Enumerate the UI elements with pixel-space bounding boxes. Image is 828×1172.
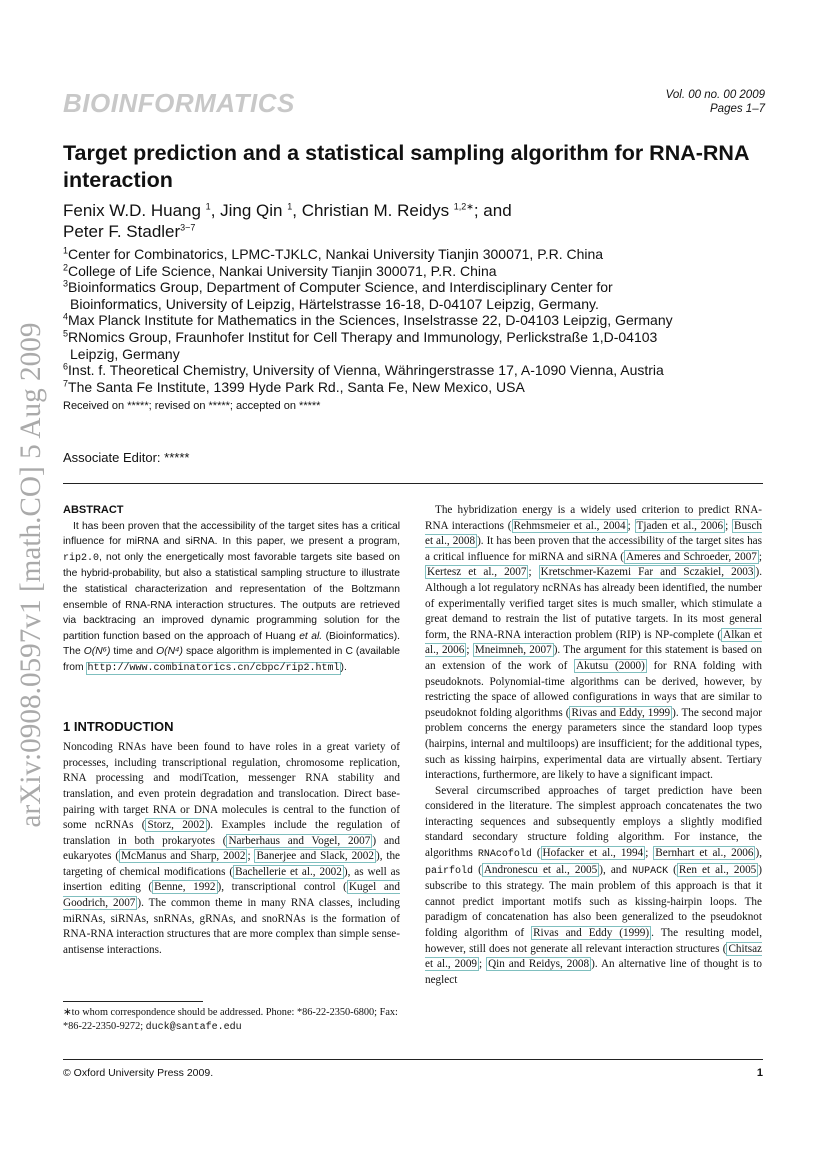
citation-link[interactable]: Benne, 1992 [154,881,216,894]
affiliation-line [63,279,763,296]
copyright-notice: © Oxford University Press 2009. [63,1067,214,1079]
associate-editor: Associate Editor: ***** [63,450,190,465]
body-text: ( [531,847,541,860]
affiliation-number: 4 [63,311,69,322]
abstract-text: time and [110,646,157,658]
body-text: ( [473,863,482,876]
citation-link[interactable]: Andronescu et al., 2005 [483,863,598,876]
body-text: ( [668,863,677,876]
affiliation-text: Bioinformatics Group, Department of Computer Science, and Interdisciplinary Center for [68,279,613,296]
citation-link[interactable]: Ren et al., 2005 [678,863,757,876]
affiliation-text: Bioinformatics, University of Leipzig, Härtelstrasse 16-18, D-04107 Leipzig, Germany. [70,295,599,312]
author-sep: ; and [473,201,512,220]
footnote-divider [63,1001,203,1002]
citation-link[interactable]: Alkan et al., 2006 [425,628,762,657]
body-text: ; [247,850,255,863]
abstract-text: It has been proven that the accessibility of the target sites has a critical influence for miRNA and siRNA. In this paper, we present a program, [63,520,400,548]
body-text: ; [466,644,473,657]
citation-link[interactable]: Rivas and Eddy, 1999 [571,706,671,719]
citation-link[interactable]: Hofacker et al., 1994 [542,847,644,860]
left-column [63,503,400,958]
volume-line: Vol. 00 no. 00 2009 [665,89,765,101]
citation-link[interactable]: Busch et al., 2008 [425,519,763,548]
abstract-text: , not only the energetically most favorable targets site based on the hybrid-probability, but also a statistical sampling structure to illustrate the statistical characterization and representation of the Boltzmann ensemble of RNA-RNA interaction structures. The outputs are retrieved via backtracing an improved dynamic programming solution for the partition function based on the approach of Huang [63,551,400,642]
author-name: Peter F. Stadler [63,222,181,241]
footnote-text: ∗to whom correspondence should be addressed. Phone: *86-22-2350-6800; Fax: *86-22-2350-9272; [63,1007,398,1032]
paper-title: Target prediction and a statistical sampling algorithm for RNA-RNA interaction [63,141,749,192]
right-column [425,503,762,988]
arxiv-stamp-text: arXiv:0908.0597v1 [math.CO] 5 Aug 2009 [14,320,47,828]
affiliation-text: Inst. f. Theoretical Chemistry, University of Vienna, Währingerstrasse 17, A-1090 Vienna, Austria [68,362,664,379]
affiliation-text: The Santa Fe Institute, 1399 Hyde Park Rd., Santa Fe, New Mexico, USA [68,378,525,395]
affiliation-text: College of Life Science, Nankai University Tianjin 300071, P.R. China [68,262,497,279]
citation-link[interactable]: McManus and Sharp, 2002 [121,850,246,863]
citation-link[interactable]: Akutsu (2000) [576,659,645,672]
body-text: ; [725,519,733,532]
citation-link[interactable]: Bernhart et al., 2006 [655,847,754,860]
author-affil-mark: 3−7 [180,222,196,233]
affiliation-text: Max Planck Institute for Mathematics in the Sciences, Inselstrasse 22, D-04103 Leipzig, Germany [68,312,673,329]
section-heading: 1 INTRODUCTION [63,718,174,734]
author-affil-mark: 1 [205,201,211,212]
author-affil-mark: 1,2∗ [453,201,474,212]
body-text: ). Examples include the regulation of translation in both prokaryotes ( [63,819,400,847]
author-name: Fenix W.D. Huang [63,201,206,220]
body-text: ). It has been proven that the accessibility of the target sites has a critical influence for miRNA and siRNA ( [425,535,763,563]
body-text: ). The common theme in many RNA classes, including miRNAs, siRNAs, snRNAs, gRNAs, and snoRNAs is the formation of RNA-RNA interaction structures that are more complex than simple sense-antisense interactions. [63,897,400,956]
affiliation-number: 3 [63,278,69,289]
abstract-body [63,519,400,677]
abstract-text: (Bioinformatics). The [63,630,400,658]
footer-divider [63,1059,763,1060]
citation-link[interactable]: Kugel and Goodrich, 2007 [63,881,400,910]
body-text: ), and [599,863,633,876]
affiliation-number: 7 [63,378,69,389]
body-text: ; [758,550,762,563]
affiliation-line [63,296,763,313]
correspondence-footnote [63,1006,403,1035]
arxiv-stamp [8,320,52,830]
body-text: ; [528,566,539,579]
affiliation-text: Center for Combinatorics, LPMC-TJKLC, Nankai University Tianjin 300071, P.R. China [68,246,604,262]
program-name: pairfold [425,865,474,877]
journal-name: BIOINFORMATICS [63,88,295,118]
body-text: ), the targeting of chemical modifications ( [63,850,401,878]
affiliation-list [63,246,763,395]
program-name: RNAcofold [477,849,532,861]
volume-info [666,88,765,116]
abstract-heading: ABSTRACT [63,504,124,516]
affiliation-number: 2 [63,261,69,272]
body-text: ). An alternative line of thought is to neglect [425,958,763,986]
complexity-formula: O(N⁶) [83,646,111,658]
affiliation-line [63,346,763,363]
body-paragraph [425,503,762,784]
body-text: The hybridization energy is a widely used criterion to predict RNA-RNA interactions ( [425,504,762,532]
body-text: Several circumscribed approaches of target prediction have been considered in the literature. The simplest approach concatenates the two interacting sequences and subsequently employs a slightly modified standard secondary structure folding algorithm. For instance, the algorithms [425,784,762,860]
citation-link[interactable]: Kertesz et al., 2007 [427,566,527,579]
citation-link[interactable]: Mneimneh, 2007 [474,644,552,657]
received-line: Received on *****; revised on *****; accepted on ***** [63,400,321,412]
citation-link[interactable]: Storz, 2002 [147,819,205,832]
affiliation-line [63,362,763,379]
affiliation-text: RNomics Group, Fraunhofer Institut for Cell Therapy and Immunology, Perlickstraße 1,D-04103 [68,328,658,345]
page-number: 1 [756,1067,763,1079]
author-name: , Christian M. Reidys [292,201,454,220]
affiliation-number: 5 [63,328,69,339]
affiliation-line [63,329,763,346]
body-text: ; [645,847,654,860]
body-text: ). The argument for this statement is based on an extension of the work of [425,644,762,672]
citation-link[interactable]: Banerjee and Slack, 2002 [256,850,374,863]
author-name: , Jing Qin [210,201,288,220]
body-paragraph [425,784,762,989]
citation-link[interactable]: Tjaden et al., 2006 [636,519,724,532]
affiliation-line [63,263,763,280]
citation-link[interactable]: Rivas and Eddy (1999) [533,927,650,940]
citation-link[interactable]: Rehmsmeier et al., 2004 [513,519,626,532]
abstract-text: space algorithm is implemented in C (available from [63,646,400,673]
email-address[interactable]: duck@santafe.edu [145,1022,242,1033]
citation-link[interactable]: Ameres and Schroeder, 2007 [625,550,757,563]
citation-link[interactable]: Kretschmer-Kazemi Far and Sczakiel, 2003 [540,566,754,579]
affiliation-number: 6 [63,361,69,372]
intro-paragraph [63,740,400,958]
affiliation-text: Leipzig, Germany [70,345,180,362]
affiliation-line [63,246,763,263]
body-text: ), as well as insertion editing ( [63,865,400,894]
body-text: ). Although a lot regulatory ncRNAs has already been identified, the number of experimentally verified target sites is much smaller, which stimulate a great demand to restrain the list of putative targets. In its most general form, the RNA-RNA interaction problem (RIP) is NP-complete ( [425,566,763,641]
author-affil-mark: 1 [287,201,293,212]
citation-link[interactable]: Qin and Reidys, 2008 [488,958,590,971]
affiliation-line [63,312,763,329]
divider [63,483,763,484]
affiliation-line [63,379,763,396]
body-text: ), [755,847,763,860]
citation-link[interactable]: Narberhaus and Vogel, 2007 [228,834,371,847]
abstract-text: et al. [299,630,323,642]
body-text: ) subscribe to this strategy. The main problem of this approach is that it cannot predict important motifs such as kissing-hairpin loops. The paradigm of concatenation has also been generalized to the pseudoknot folding algorithm of [425,863,762,940]
program-url-link[interactable]: http://www.combinatorics.cn/cbpc/rip2.html [87,662,340,674]
complexity-formula: O(N⁴) [156,646,183,658]
body-text: ; [627,519,635,532]
body-text: ). The second major problem concerns the energy parameters since the standard loop types (hairpins, internal and multiloops) are insufficient; for the additional types, such as kissing hairpins, experimental data are virtually absent. Tertiary interactions, furthermore, are likely to have a significant impact. [425,706,763,782]
citation-link[interactable]: Bachellerie et al., 2002 [235,865,342,878]
body-text: ; [479,958,487,971]
abstract-text: ). [340,661,347,673]
body-text: . The resulting model, however, still does not generate all relevant interaction structures ( [425,927,762,955]
body-text: Noncoding RNAs have been found to have roles in a great variety of processes, including transcriptional regulation, chromosome replication, RNA processing and modiTcation, messenger RNA stability and translation, and even protein degradation and translocation. Direct base-pairing with target RNA or DNA molecules is central to the function of some ncRNAs ( [63,741,400,832]
author-list [63,200,763,242]
program-name: NUPACK [632,865,669,877]
body-text: ) and eukaryotes ( [63,834,400,863]
citation-link[interactable]: Chitsaz et al., 2009 [425,942,762,971]
body-text: for RNA folding with pseudoknots. Polynomial-time algorithms can be derived, however, by restricting the space of allowed configurations in ways that are similar to pseudoknot folding algorithms ( [425,659,762,719]
body-text: ), transcriptional control ( [217,881,347,894]
affiliation-number: 1 [63,245,69,256]
pages-line: Pages 1–7 [710,103,765,115]
program-name: rip2.0 [63,552,100,564]
